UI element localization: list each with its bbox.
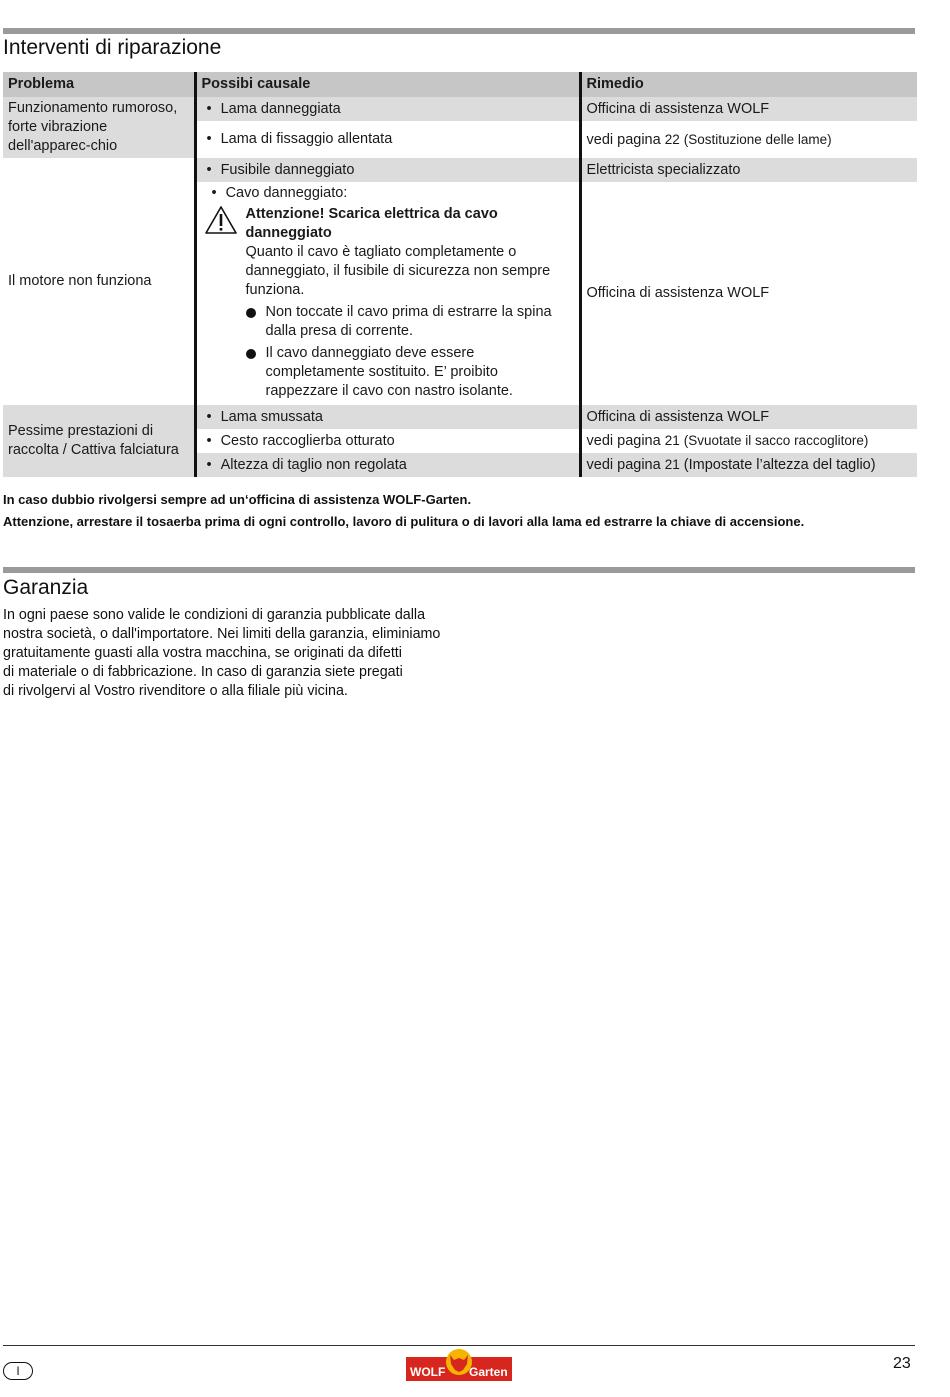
bullet-dot-icon bbox=[246, 308, 256, 318]
cause-cell: • Lama smussata bbox=[195, 405, 580, 429]
language-badge: I bbox=[3, 1362, 33, 1380]
note-assistance: In caso dubbio rivolgersi sempre ad un‘officina di assistenza WOLF-Garten. bbox=[3, 492, 472, 507]
remedy-ref-text: vedi pagina bbox=[586, 433, 661, 449]
logo-text-left: WOLF bbox=[410, 1365, 446, 1379]
header-problem: Problema bbox=[3, 72, 195, 97]
warning-item-text: Il cavo danneggiato deve essere completamente sostituito. E’ proibito rappezzare il cavo con nastro isolante. bbox=[265, 345, 513, 399]
warranty-line: di materiale o di fabbricazione. In caso di garanzia siete pregati bbox=[3, 664, 403, 680]
remedy-page-ref: 22 bbox=[664, 131, 680, 147]
warranty-line: gratuitamente guasti alla vostra macchina, se originati da difetti bbox=[3, 645, 402, 661]
table-row bbox=[3, 158, 917, 182]
problem-cell: Il motore non funziona bbox=[8, 273, 152, 289]
cause-cell: • Altezza di taglio non regolata bbox=[195, 453, 580, 477]
warning-item-text: Non toccate il cavo prima di estrarre la spina dalla presa di corrente. bbox=[265, 304, 552, 339]
warning-list-item bbox=[246, 344, 574, 401]
wolf-garten-logo bbox=[406, 1349, 512, 1381]
cause-cell: • Fusibile danneggiato bbox=[195, 158, 580, 182]
repair-table bbox=[3, 72, 917, 477]
remedy-cell: Officina di assistenza WOLF bbox=[580, 182, 917, 405]
remedy-ref-text: vedi pagina bbox=[586, 457, 661, 473]
section-rule-top bbox=[3, 28, 915, 34]
warning-title: Attenzione! Scarica elettrica da cavo danneggiato bbox=[245, 206, 498, 241]
warranty-line: di rivolgervi al Vostro rivenditore o alla filiale più vicina. bbox=[3, 683, 348, 699]
table-row bbox=[3, 97, 917, 121]
warranty-line: In ogni paese sono valide le condizioni di garanzia pubblicate dalla bbox=[3, 607, 426, 623]
repair-title: Interventi di riparazione bbox=[3, 36, 222, 59]
note-safety: Attenzione, arrestare il tosaerba prima di ogni controllo, lavoro di pulitura o di lavori alla lama ed estrarre la chiave di accensione. bbox=[3, 514, 805, 529]
problem-cell: Funzionamento rumoroso, forte vibrazione dell'apparec-chio bbox=[3, 97, 195, 158]
cause-cell: • Lama danneggiata bbox=[195, 97, 580, 121]
cause-text: • Cavo danneggiato: bbox=[202, 184, 574, 203]
warning-triangle-icon bbox=[204, 205, 238, 235]
remedy-ref-detail: (Sostituzione delle lame) bbox=[683, 131, 832, 147]
page-number: 23 bbox=[893, 1355, 911, 1372]
header-remedy: Rimedio bbox=[580, 72, 917, 97]
warning-content bbox=[246, 205, 574, 401]
remedy-cell bbox=[580, 453, 917, 477]
remedy-page-ref: 21 bbox=[664, 457, 680, 472]
bullet-dot-icon bbox=[246, 349, 256, 359]
warning-block bbox=[202, 205, 574, 401]
warning-list-item bbox=[246, 303, 574, 341]
warranty-title: Garanzia bbox=[3, 576, 89, 599]
table-header-row bbox=[3, 72, 917, 97]
remedy-page-ref: 21 bbox=[664, 433, 680, 448]
warranty-paragraph bbox=[3, 606, 463, 701]
footer-rule bbox=[3, 1345, 915, 1346]
logo-text-right: Garten bbox=[469, 1365, 508, 1379]
problem-cell: Pessime prestazioni di raccolta / Cattiva falciatura bbox=[3, 405, 195, 477]
remedy-cell: Officina di assistenza WOLF bbox=[580, 97, 917, 121]
cause-cell: • Lama di fissaggio allentata bbox=[195, 121, 580, 158]
warning-text: Quanto il cavo è tagliato completamente o danneggiato, il fusibile di sicurezza non sempre funziona. bbox=[245, 244, 551, 298]
cause-cell-warning bbox=[195, 182, 580, 405]
remedy-ref-detail: (Impostate l’altezza del taglio) bbox=[683, 457, 876, 473]
remedy-ref-detail: (Svuotate il sacco raccoglitore) bbox=[683, 433, 869, 448]
remedy-ref-text: vedi pagina bbox=[586, 131, 661, 148]
remedy-cell bbox=[580, 429, 917, 453]
cause-cell: • Cesto raccoglierba otturato bbox=[195, 429, 580, 453]
remedy-cell bbox=[580, 121, 917, 158]
remedy-cell: Officina di assistenza WOLF bbox=[580, 405, 917, 429]
table-row bbox=[3, 405, 917, 429]
section-rule-warranty bbox=[3, 567, 915, 573]
header-causes: Possibi causale bbox=[195, 72, 580, 97]
remedy-cell: Elettricista specializzato bbox=[580, 158, 917, 182]
warranty-line: nostra società, o dall'importatore. Nei limiti della garanzia, eliminiamo bbox=[3, 626, 441, 642]
